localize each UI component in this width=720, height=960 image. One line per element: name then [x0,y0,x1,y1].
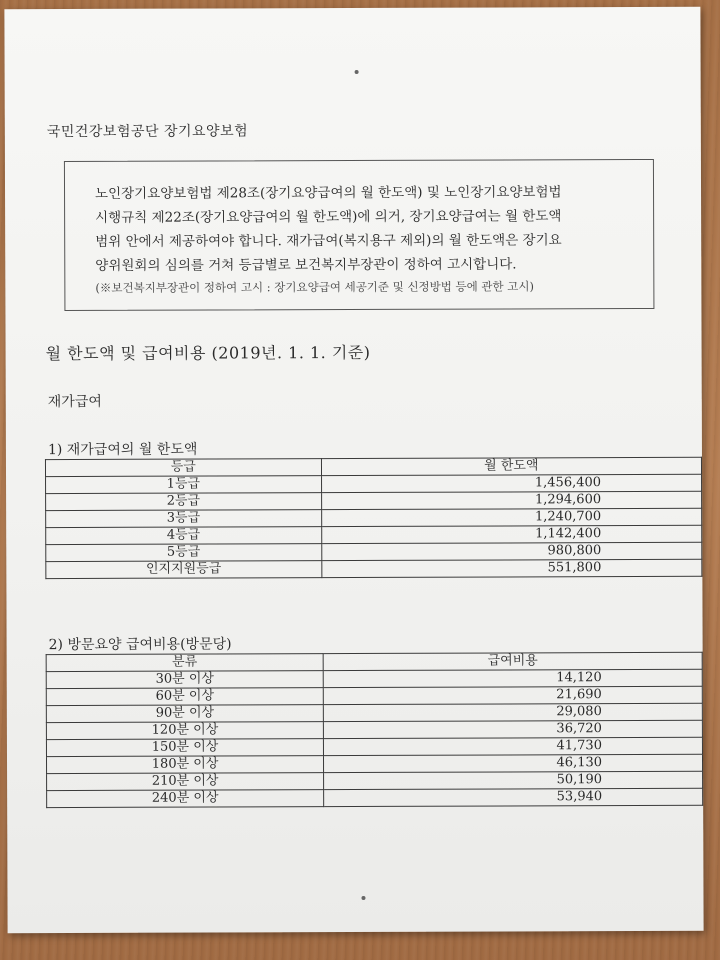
section-title: 재가급여 [47,393,102,411]
hole-punch-dot-top [355,70,359,74]
hole-punch-dot-bottom [361,896,365,900]
column-header: 등급 [45,459,321,477]
grade-cell: 2등급 [46,493,322,511]
visit-care-cost-table [46,652,704,808]
duration-cell: 90분 이상 [46,705,323,723]
amount-cell: 1,142,400 [321,525,701,543]
cost-cell: 41,730 [324,737,703,755]
grade-cell: 인지지원등급 [46,561,322,579]
table2-title: 2) 방문요양 급여비용(방문당) [48,636,232,654]
table-row [47,788,703,807]
cost-cell: 53,940 [324,788,703,806]
amount-cell: 1,240,700 [321,508,701,526]
table1-title: 1) 재가급여의 월 한도액 [47,441,198,459]
monthly-limit-table [45,457,702,579]
table-row [46,559,702,578]
paper-sheet [4,7,703,933]
cost-cell: 21,690 [323,686,702,704]
notice-box [64,159,655,311]
grade-cell: 3등급 [46,510,322,528]
amount-cell: 1,294,600 [321,491,701,509]
amount-cell: 980,800 [321,542,701,560]
notice-line-4: 양위원회의 심의를 거쳐 등급별로 보건복지부장관이 정하여 고시합니다. [95,256,517,274]
page-heading: 월 한도액 및 급여비용 (2019년. 1. 1. 기준) [45,342,371,364]
duration-cell: 210분 이상 [47,773,324,791]
notice-line-2: 시행규칙 제22조(장기요양급여의 월 한도액)에 의거, 장기요양급여는 월 한도액 [95,208,562,226]
column-header: 분류 [46,654,323,672]
organization-name: 국민건강보험공단 장기요양보험 [46,123,249,141]
cost-cell: 36,720 [323,720,702,738]
grade-cell: 1등급 [46,476,322,494]
notice-line-1: 노인장기요양보험법 제28조(장기요양급여의 월 한도액) 및 노인장기요양보험법 [95,184,562,202]
amount-cell: 551,800 [321,559,701,577]
grade-cell: 5등급 [46,544,322,562]
cost-cell: 50,190 [324,771,703,789]
cost-cell: 46,130 [324,754,703,772]
duration-cell: 240분 이상 [47,790,324,808]
column-header: 급여비용 [323,652,702,670]
grade-cell: 4등급 [46,527,322,545]
notice-note: (※보건복지부장관이 정하여 고시 : 장기요양급여 세공기준 및 신정방법 등에 관한 고시) [95,279,534,295]
column-header: 월 한도액 [321,457,701,475]
duration-cell: 30분 이상 [46,671,323,689]
duration-cell: 180분 이상 [46,756,323,774]
duration-cell: 120분 이상 [46,722,323,740]
cost-cell: 29,080 [323,703,702,721]
duration-cell: 150분 이상 [46,739,323,757]
amount-cell: 1,456,400 [321,474,701,492]
cost-cell: 14,120 [323,669,702,687]
notice-line-3: 범위 안에서 제공하여야 합니다. 재가급여(복지용구 제외)의 월 한도액은 장기요 [95,232,562,250]
duration-cell: 60분 이상 [46,688,323,706]
